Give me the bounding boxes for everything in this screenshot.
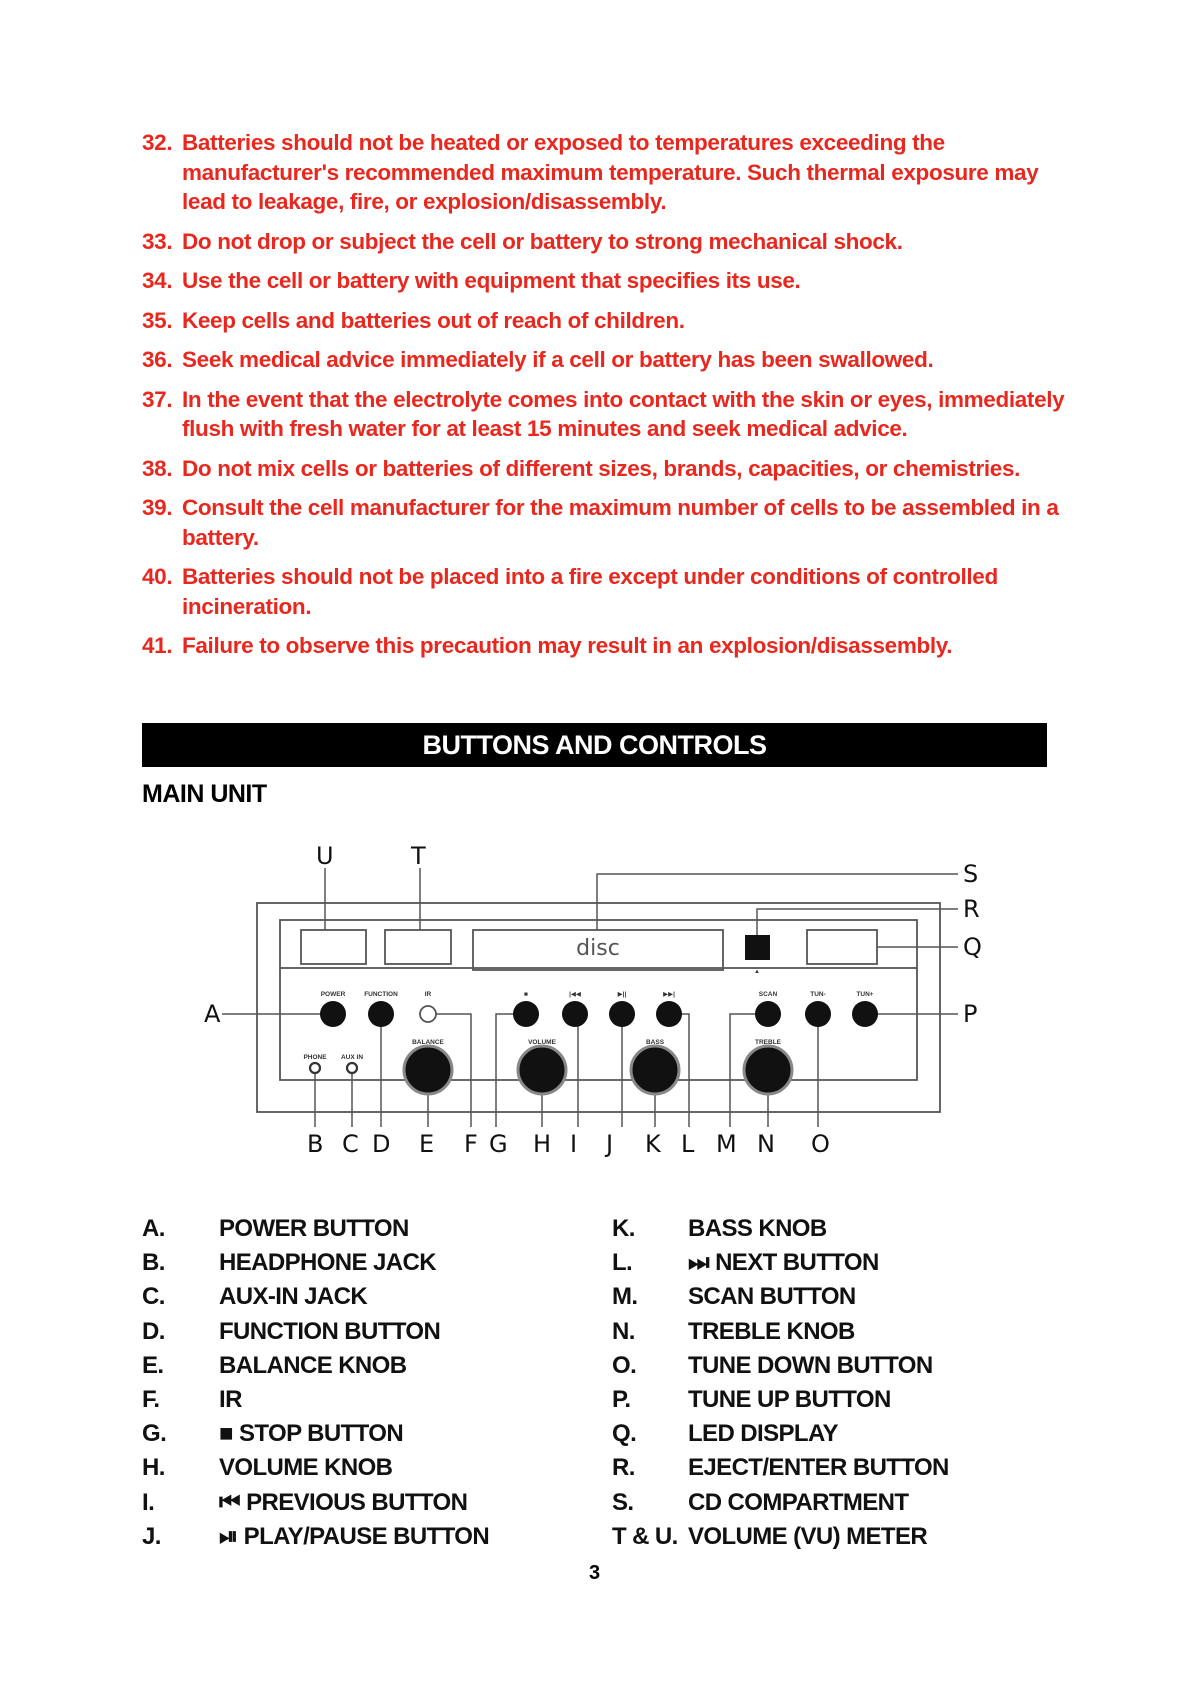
- vu-meter-t: [385, 930, 451, 964]
- legend-list-right: [612, 1212, 949, 1554]
- aux-in-jack: [347, 1063, 357, 1073]
- legend-item: H. VOLUME KNOB: [142, 1454, 393, 1482]
- callout-e: E: [419, 1130, 435, 1158]
- callout-q: Q: [963, 933, 982, 961]
- tune-up-button: [852, 1001, 878, 1027]
- phone-label: PHONE: [303, 1054, 327, 1061]
- next-label: ▶▶|: [663, 991, 675, 998]
- balance-label: BALANCE: [412, 1039, 444, 1046]
- disc-logo: disc: [576, 936, 620, 961]
- tune-down-button: [805, 1001, 831, 1027]
- warning-item: 40. Batteries should not be placed into a fire except under conditions of controlled incineration.: [142, 564, 998, 619]
- callout-r: R: [963, 895, 980, 923]
- top-strip: [280, 920, 917, 968]
- legend-item: B. HEADPHONE JACK: [142, 1249, 436, 1277]
- panel-buttons: [320, 1001, 878, 1027]
- legend-item: I. ⏮ PREVIOUS BUTTON: [142, 1488, 468, 1516]
- warning-item: 33. Do not drop or subject the cell or battery to strong mechanical shock.: [142, 228, 903, 254]
- balance-knob: [404, 1046, 452, 1094]
- callout-l: L: [681, 1130, 695, 1158]
- prev-label: |◀◀: [569, 991, 581, 998]
- legend-item: Q. LED DISPLAY: [612, 1420, 838, 1448]
- callout-p: P: [963, 1000, 978, 1028]
- legend-item: A. POWER BUTTON: [142, 1215, 409, 1242]
- function-button: [368, 1001, 394, 1027]
- subsection-title: MAIN UNIT: [142, 780, 267, 808]
- headphone-jack: [310, 1063, 320, 1073]
- tune-down-label: TUN-: [810, 991, 826, 998]
- lower-panel: [280, 968, 917, 1080]
- legend-item: L. ⏭ NEXT BUTTON: [612, 1249, 879, 1277]
- warning-item: 37. In the event that the electrolyte comes into contact with the skin or eyes, immediately flush with fresh water for at least 15 minutes and seek medical advice.: [142, 386, 1065, 441]
- battery-warnings-list: [142, 128, 1072, 671]
- treble-knob: [744, 1046, 792, 1094]
- scan-button: [755, 1001, 781, 1027]
- jacks: [310, 1063, 357, 1073]
- cd-compartment: [473, 930, 723, 970]
- previous-button: [562, 1001, 588, 1027]
- legend-item: D. FUNCTION BUTTON: [142, 1317, 441, 1345]
- callout-g: G: [489, 1130, 508, 1158]
- aux-in-label: AUX IN: [340, 1054, 364, 1061]
- scan-label: SCAN: [758, 991, 778, 998]
- legend-item: F. IR: [142, 1385, 242, 1413]
- next-button: [656, 1001, 682, 1027]
- bass-label: BASS: [645, 1039, 665, 1046]
- legend-item: T & U. VOLUME (VU) METER: [612, 1522, 928, 1550]
- unit-outline: [257, 903, 940, 1112]
- stop-button: [513, 1001, 539, 1027]
- warning-item: 34. Use the cell or battery with equipment that specifies its use.: [142, 268, 801, 293]
- ir-sensor: [420, 1006, 436, 1022]
- volume-knob: [518, 1046, 566, 1094]
- callout-u: U: [316, 842, 334, 870]
- function-label: FUNCTION: [364, 991, 398, 998]
- legend-item: C. AUX-IN JACK: [142, 1283, 368, 1311]
- leader-lines: [222, 868, 958, 1127]
- legend-item: P. TUNE UP BUTTON: [612, 1385, 891, 1413]
- knobs: [404, 1046, 792, 1094]
- legend-item: K. BASS KNOB: [612, 1215, 827, 1242]
- legend-item: G. ■ STOP BUTTON: [142, 1420, 404, 1448]
- eject-label: ▲: [754, 969, 760, 975]
- legend-item: R. EJECT/ENTER BUTTON: [612, 1454, 949, 1482]
- callout-b: B: [307, 1130, 324, 1158]
- volume-label: VOLUME: [528, 1039, 556, 1046]
- callout-d: D: [372, 1130, 391, 1158]
- callout-h: H: [533, 1130, 552, 1158]
- warning-item: 32. Batteries should not be heated or exposed to temperatures exceeding the manufacturer's recommended maximum temperature. Such thermal exposure may lead to leakage, fire, or explosion/disassembly.: [142, 130, 1039, 214]
- callout-f: F: [464, 1130, 478, 1158]
- callout-i: I: [570, 1130, 578, 1158]
- warning-item: 35. Keep cells and batteries out of reach of children.: [142, 307, 685, 333]
- callout-a: A: [204, 1000, 221, 1028]
- power-button: [320, 1001, 346, 1027]
- legend-list-left: [142, 1212, 489, 1554]
- treble-label: TREBLE: [755, 1039, 781, 1046]
- warning-item: 41. Failure to observe this precaution may result in an explosion/disassembly.: [142, 633, 953, 658]
- play-label: ▶||: [617, 991, 627, 998]
- warning-item: 38. Do not mix cells or batteries of different sizes, brands, capacities, or chemistries.: [142, 455, 1021, 481]
- bass-knob: [631, 1046, 679, 1094]
- callout-k: K: [645, 1130, 661, 1158]
- outer-panel: [257, 903, 940, 1112]
- warning-item: 36. Seek medical advice immediately if a cell or battery has been swallowed.: [142, 347, 934, 372]
- ir-label: IR: [424, 991, 432, 998]
- legend-item: J. ⏯ PLAY/PAUSE BUTTON: [142, 1522, 490, 1550]
- vu-meter-u: [301, 930, 366, 964]
- legend-item: E. BALANCE KNOB: [142, 1351, 407, 1379]
- stop-label: ■: [524, 991, 528, 998]
- section-banner: BUTTONS AND CONTROLS: [142, 723, 1047, 767]
- legend-item: M. SCAN BUTTON: [612, 1283, 856, 1311]
- callout-n: N: [757, 1130, 775, 1158]
- eject-enter-button: [745, 935, 770, 960]
- power-label: POWER: [320, 991, 346, 998]
- tune-up-label: TUN+: [856, 991, 874, 998]
- callout-c: C: [342, 1130, 359, 1158]
- callout-o: O: [811, 1130, 830, 1158]
- legend-item: O. TUNE DOWN BUTTON: [612, 1351, 933, 1379]
- callout-j: J: [606, 1130, 614, 1158]
- legend-item: N. TREBLE KNOB: [612, 1317, 855, 1345]
- led-display: [807, 930, 877, 964]
- warning-item: 39. Consult the cell manufacturer for the maximum number of cells to be assembled in a battery.: [142, 495, 1059, 550]
- panel-labels: [303, 991, 873, 1061]
- callout-letters: [204, 842, 982, 1158]
- play-pause-button: [609, 1001, 635, 1027]
- page-number: 3: [588, 1562, 601, 1584]
- callout-m: M: [716, 1130, 737, 1158]
- callout-s: S: [963, 860, 979, 888]
- callout-t: T: [411, 842, 426, 870]
- legend-item: S. CD COMPARTMENT: [612, 1488, 909, 1516]
